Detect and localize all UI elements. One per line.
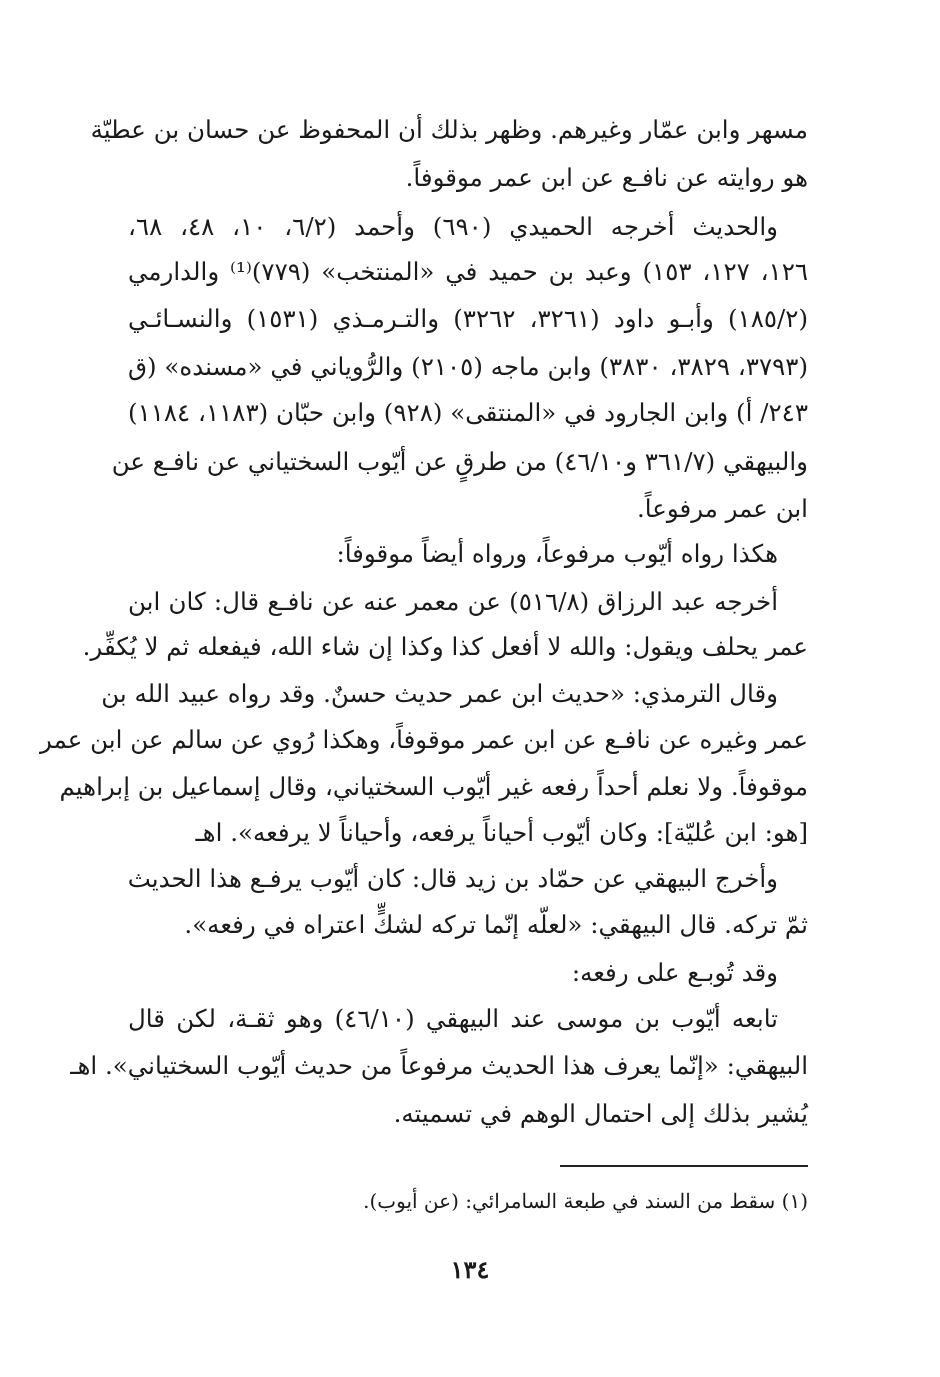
- body-line: وأخرج البيهقي عن حمّاد بن زيد قال: كان أيّوب يرفـع هذا الحديث: [127, 864, 778, 893]
- body-line: يُشير بذلك إلى احتمال الوهم في تسميته.: [393, 1099, 808, 1128]
- body-line: عمر يحلف ويقول: والله لا أفعل كذا وكذا إن شاء الله، فيفعله ثم لا يُكفِّر.: [82, 632, 808, 661]
- body-line: هكذا رواه أيّوب مرفوعاً، ورواه أيضاً موقوفاً:: [336, 539, 778, 568]
- body-line: [هو: ابن عُليّة]: وكان أيّوب أحياناً يرفعه، وأحياناً لا يرفعه». اهـ: [195, 818, 808, 847]
- body-line: البيهقي: «إنّما يعرف هذا الحديث مرفوعاً من حديث أيّوب السختياني». اهـ: [70, 1051, 808, 1080]
- body-line: والبيهقي (٣٦١/٧ و٤٦/١٠) من طرقٍ عن أيّوب السختياني عن نافـع عن: [111, 447, 808, 476]
- body-line: مسهر وابن عمّار وغيرهم. وظهر بذلك أن المحفوظ عن حسان بن عطيّة: [90, 115, 808, 144]
- body-line: وقال الترمذي: «حديث ابن عمر حديث حسنٌ. وقد رواه عبيد الله بن: [101, 679, 778, 708]
- body-line: ١٢٦، ١٢٧، ١٥٣) وعبد بن حميد في «المنتخب» (٧٧٩)⁽¹⁾ والدارمي: [128, 257, 809, 286]
- body-line: والحديث أخرجه الحميدي (٦٩٠) وأحمد (٦/٢، ١٠، ٤٨، ٦٨،: [128, 212, 778, 241]
- body-line: موقوفاً. ولا نعلم أحداً رفعه غير أيّوب السختياني، وقال إسماعيل بن إبراهيم: [59, 772, 808, 801]
- body-line: ثمّ تركه. قال البيهقي: «لعلّه إنّما تركه لشكٍّ اعتراه في رفعه».: [184, 910, 808, 939]
- body-line: وقد تُوبـع على رفعه:: [571, 958, 778, 987]
- body-line: ابن عمر مرفوعاً.: [636, 494, 808, 523]
- body-line: عمر وغيره عن نافـع عن ابن عمر موقوفاً، وهكذا رُوي عن سالم عن ابن عمر: [40, 725, 808, 754]
- footnote-separator: [560, 1165, 808, 1167]
- body-line: (١٨٥/٢) وأبـو داود (٣٢٦١، ٣٢٦٢) والتـرمـذي (١٥٣١) والنسـائـي: [128, 304, 808, 333]
- footnote: (١) سقط من السند في طبعة السامرائي: (عن أيوب).: [363, 1189, 808, 1213]
- body-line: ٢٤٣/ أ) وابن الجارود في «المنتقى» (٩٢٨) وابن حبّان (١١٨٣، ١١٨٤): [128, 398, 808, 427]
- body-line: (٣٧٩٣، ٣٨٢٩، ٣٨٣٠) وابن ماجه (٢١٠٥) والرُّوياني في «مسنده» (ق: [128, 352, 808, 381]
- body-line: هو روايته عن نافـع عن ابن عمر موقوفاً.: [405, 163, 808, 192]
- page-number: ١٣٤: [450, 1255, 490, 1284]
- body-line: أخرجه عبد الرزاق (٥١٦/٨) عن معمر عنه عن نافـع قال: كان ابن: [128, 587, 778, 616]
- body-line: تابعه أيّوب بن موسى عند البيهقي (٤٦/١٠) وهو ثقـة، لكن قال: [128, 1004, 778, 1033]
